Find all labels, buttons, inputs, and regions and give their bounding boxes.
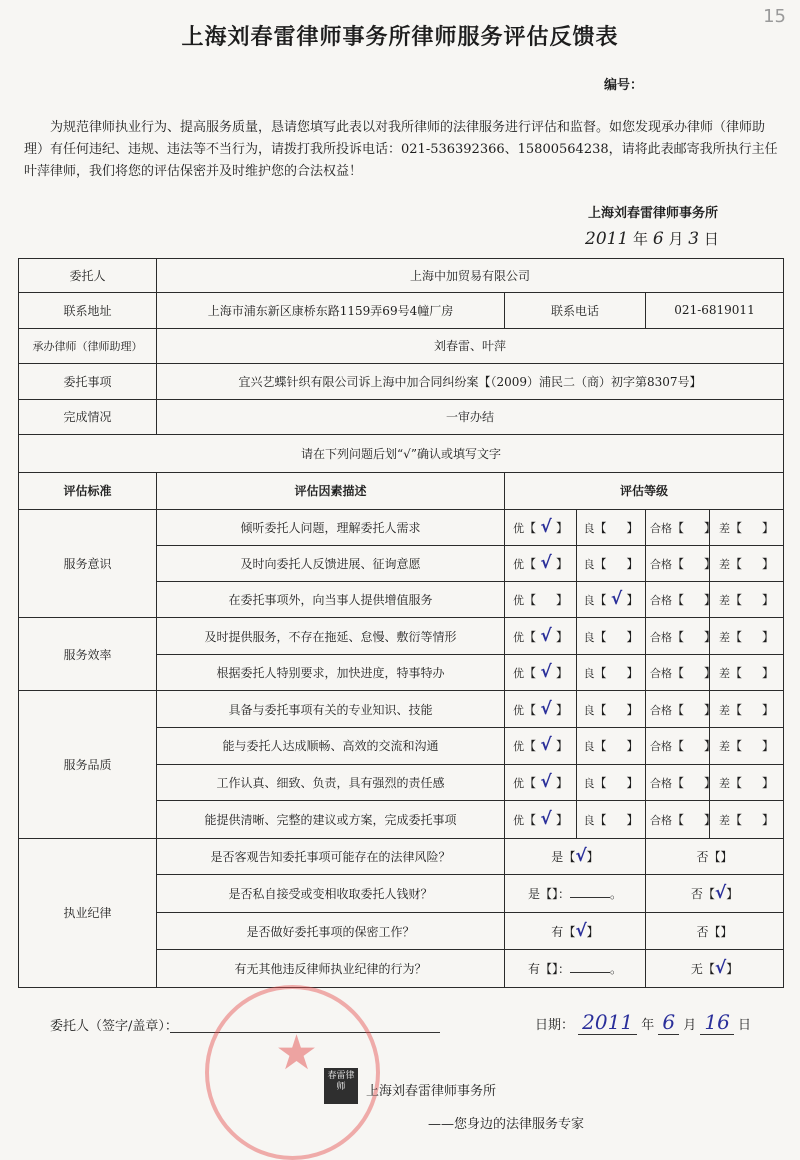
rating-pass-cell[interactable]: 合格【 】: [646, 764, 710, 801]
factor-description: 倾听委托人问题，理解委托人需求: [157, 509, 505, 546]
checkmark-icon: √: [540, 735, 552, 756]
category-label: 服务意识: [19, 509, 157, 618]
rating-label: 合格: [650, 594, 672, 608]
rating-label: 差: [718, 703, 730, 717]
rating-label: 合格: [650, 776, 672, 790]
factor-description: 在委托事项外，向当事人提供增值服务: [157, 581, 505, 618]
bottom-date: [535, 1010, 751, 1035]
checkmark-icon: √: [540, 698, 552, 719]
answer-label: 是: [551, 849, 564, 864]
header-level: 评估等级: [505, 473, 784, 510]
top-date-year-unit: 年: [633, 230, 649, 248]
footer-slogan: ——您身边的法律服务专家: [428, 1117, 585, 1132]
table-row: [19, 838, 784, 875]
address-label: 联系地址: [19, 292, 157, 329]
checkmark-icon: √: [610, 589, 623, 610]
answer-label: 无: [690, 962, 703, 977]
rating-good-cell[interactable]: 良【 】: [577, 654, 646, 691]
row-instruction: [19, 434, 784, 473]
table-row: [19, 509, 784, 546]
rating-pass-cell[interactable]: 合格【 】: [646, 654, 710, 691]
footer-firm-name: 上海刘春雷律师事务所: [366, 1084, 497, 1099]
fill-in-blank[interactable]: [570, 963, 610, 973]
rating-label: 优: [512, 776, 524, 790]
checkmark-icon: √: [540, 808, 552, 829]
table-row: [19, 691, 784, 728]
row-lawyer: [19, 329, 784, 364]
status-value: 一审办结: [157, 400, 784, 435]
top-date: [585, 228, 719, 249]
rating-pass-cell[interactable]: 合格【 】: [646, 691, 710, 728]
rating-excellent-cell[interactable]: 优【 √ 】: [505, 546, 577, 582]
answer-no-cell[interactable]: 否【√】: [646, 875, 784, 913]
answer-yes-cell[interactable]: 是【】： 。: [505, 875, 646, 913]
header-factor: 评估因素描述: [157, 473, 505, 510]
rating-pass-cell[interactable]: 合格【 】: [646, 801, 710, 839]
rating-excellent-cell[interactable]: 优【 √ 】: [505, 764, 577, 801]
rating-good-cell[interactable]: 良【 】: [577, 764, 646, 801]
firm-logo: 春雷律师: [324, 1068, 358, 1104]
rating-label: 合格: [650, 740, 672, 754]
category-label: 服务效率: [19, 618, 157, 691]
bottom-date-day: 16: [700, 1010, 733, 1035]
answer-no-cell[interactable]: 否【】: [646, 838, 784, 875]
rating-pass-cell[interactable]: 合格【 】: [646, 546, 710, 582]
category-label: 执业纪律: [19, 838, 157, 987]
factor-description: 工作认真、细致、负责，具有强烈的责任感: [157, 764, 505, 801]
rating-label: 差: [718, 558, 730, 572]
top-date-year: 2011: [585, 229, 629, 249]
rating-excellent-cell[interactable]: 优【 √ 】: [505, 509, 577, 546]
rating-good-cell[interactable]: 良【 】: [577, 728, 646, 765]
rating-label: 合格: [650, 813, 672, 827]
checkmark-icon: √: [714, 958, 727, 979]
factor-description: 根据委托人特别要求，加快进度，特事特办: [157, 654, 505, 691]
rating-poor-cell[interactable]: 差【 】: [710, 509, 784, 546]
rating-label: 良: [583, 558, 595, 572]
rating-label: 良: [583, 813, 595, 827]
rating-label: 差: [718, 522, 730, 536]
matter-label: 委托事项: [19, 363, 157, 400]
rating-label: 优: [512, 667, 524, 681]
rating-excellent-cell[interactable]: 优【 √ 】: [505, 801, 577, 839]
answer-label: 否: [696, 924, 709, 939]
bottom-date-day-unit: 日: [737, 1018, 751, 1033]
row-status: [19, 400, 784, 435]
rating-poor-cell[interactable]: 差【 】: [710, 654, 784, 691]
lawyer-value: 刘春雷、叶萍: [157, 329, 784, 364]
table-row: [19, 618, 784, 655]
rating-excellent-cell[interactable]: 优【 √ 】: [505, 728, 577, 765]
row-headers: [19, 473, 784, 510]
rating-excellent-cell[interactable]: 优【 √ 】: [505, 654, 577, 691]
rating-label: 差: [718, 740, 730, 754]
top-date-month-unit: 月: [668, 230, 684, 248]
rating-good-cell[interactable]: 良【 】: [577, 509, 646, 546]
rating-excellent-cell[interactable]: 优【 √ 】: [505, 691, 577, 728]
checkmark-icon: √: [540, 771, 552, 792]
rating-good-cell[interactable]: 良【 】: [577, 546, 646, 582]
firm-signature: 上海刘春雷律师事务所: [588, 206, 719, 221]
page-number: 15: [763, 6, 786, 27]
rating-poor-cell[interactable]: 差【 】: [710, 728, 784, 765]
factor-description: 能与委托人达成顺畅、高效的交流和沟通: [157, 728, 505, 765]
category-label: 服务品质: [19, 691, 157, 838]
answer-yes-cell[interactable]: 是【√】: [505, 838, 646, 875]
rating-label: 良: [583, 594, 595, 608]
factor-description: 有无其他违反律师执业纪律的行为？: [157, 950, 505, 988]
bottom-date-month-unit: 月: [683, 1018, 697, 1033]
answer-label: 有: [527, 962, 540, 977]
phone-label: 联系电话: [505, 292, 646, 329]
checkmark-icon: √: [575, 845, 587, 866]
rating-label: 良: [583, 703, 595, 717]
rating-pass-cell[interactable]: 合格【 】: [646, 618, 710, 655]
rating-label: 合格: [650, 522, 672, 536]
instruction-text: 请在下列问题后划“√”确认或填写文字: [19, 434, 784, 473]
rating-good-cell[interactable]: 良【 √ 】: [577, 581, 646, 618]
answer-label: 否: [690, 887, 703, 901]
answer-no-cell[interactable]: 无【√】: [646, 950, 784, 988]
checkmark-icon: √: [540, 625, 552, 646]
bottom-date-year: 2011: [578, 1010, 637, 1035]
rating-label: 差: [718, 813, 730, 827]
row-address: [19, 292, 784, 329]
top-date-day-unit: 日: [703, 230, 719, 248]
factor-description: 及时提供服务，不存在拖延、怠慢、敷衍等情形: [157, 618, 505, 655]
rating-label: 优: [512, 813, 524, 827]
address-value: 上海市浦东新区康桥东路1159弄69号4幢厂房: [157, 292, 505, 329]
rating-label: 优: [512, 558, 524, 572]
rating-pass-cell[interactable]: 合格【 】: [646, 509, 710, 546]
rating-poor-cell[interactable]: 差【 】: [710, 691, 784, 728]
rating-label: 合格: [650, 558, 672, 572]
rating-excellent-cell[interactable]: 优【 √ 】: [505, 618, 577, 655]
answer-yes-cell[interactable]: 有【√】: [505, 912, 646, 950]
rating-label: 优: [512, 594, 524, 608]
bottom-date-label: 日期：: [535, 1018, 575, 1033]
rating-excellent-cell[interactable]: 优【 】: [505, 581, 577, 618]
rating-label: 合格: [650, 703, 672, 717]
rating-label: 优: [512, 703, 524, 717]
checkmark-icon: √: [540, 517, 552, 538]
factor-description: 是否私自接受或变相收取委托人钱财？: [157, 875, 505, 913]
row-client: [19, 259, 784, 293]
rating-label: 优: [512, 630, 524, 644]
rating-good-cell[interactable]: 良【 】: [577, 801, 646, 839]
checkmark-icon: √: [540, 662, 552, 683]
lawyer-label: 承办律师（律师助理）: [19, 329, 157, 364]
client-value: 上海中加贸易有限公司: [157, 259, 784, 293]
rating-label: 差: [718, 776, 730, 790]
client-signature-label: 委托人（签字/盖章）：: [50, 1019, 178, 1034]
answer-label: 是: [527, 887, 540, 901]
rating-poor-cell[interactable]: 差【 】: [710, 801, 784, 839]
top-date-day: 3: [688, 229, 700, 249]
rating-label: 合格: [650, 667, 672, 681]
rating-label: 差: [718, 667, 730, 681]
checkmark-icon: √: [714, 883, 727, 903]
top-date-month: 6: [652, 229, 664, 249]
rating-good-cell[interactable]: 良【 】: [577, 618, 646, 655]
rating-pass-cell[interactable]: 合格【 】: [646, 581, 710, 618]
rating-poor-cell[interactable]: 差【 】: [710, 581, 784, 618]
client-label: 委托人: [19, 259, 157, 293]
rating-label: 良: [583, 667, 595, 681]
rating-pass-cell[interactable]: 合格【 】: [646, 728, 710, 765]
factor-description: 能提供清晰、完整的建议或方案，完成委托事项: [157, 801, 505, 839]
rating-label: 良: [583, 630, 595, 644]
factor-description: 及时向委托人反馈进展、征询意愿: [157, 546, 505, 582]
rating-label: 差: [718, 594, 730, 608]
rating-poor-cell[interactable]: 差【 】: [710, 546, 784, 582]
rating-good-cell[interactable]: 良【 】: [577, 691, 646, 728]
matter-value: 宜兴艺蝶针织有限公司诉上海中加合同纠纷案【（2009）浦民二（商）初字第8307号】: [157, 363, 784, 400]
bottom-date-month: 6: [658, 1010, 679, 1035]
rating-label: 优: [512, 522, 524, 536]
rating-label: 良: [583, 776, 595, 790]
rating-label: 优: [512, 740, 524, 754]
factor-description: 是否做好委托事项的保密工作？: [157, 912, 505, 950]
phone-value: 021-6819011: [646, 292, 784, 329]
answer-label: 否: [696, 849, 709, 864]
answer-label: 有: [551, 924, 564, 939]
checkmark-icon: √: [540, 553, 552, 574]
evaluation-form-table: [18, 258, 784, 988]
page-title: 上海刘春雷律师事务所律师服务评估反馈表: [181, 24, 619, 50]
rating-label: 良: [583, 522, 595, 536]
factor-description: 是否客观告知委托事项可能存在的法律风险？: [157, 838, 505, 875]
rating-poor-cell[interactable]: 差【 】: [710, 764, 784, 801]
row-matter: [19, 363, 784, 400]
answer-yes-cell[interactable]: 有【】： 。: [505, 950, 646, 988]
factor-description: 具备与委托事项有关的专业知识、技能: [157, 691, 505, 728]
rating-label: 差: [718, 630, 730, 644]
rating-poor-cell[interactable]: 差【 】: [710, 618, 784, 655]
checkmark-icon: √: [575, 920, 587, 941]
answer-no-cell[interactable]: 否【】: [646, 912, 784, 950]
fill-in-blank[interactable]: [570, 888, 610, 898]
status-label: 完成情况: [19, 400, 157, 435]
serial-number-label: 编号：: [604, 78, 644, 93]
bottom-date-year-unit: 年: [641, 1018, 655, 1033]
seal-star-icon: ★: [275, 1025, 319, 1081]
header-standard: 评估标准: [19, 473, 157, 510]
rating-label: 良: [583, 740, 595, 754]
intro-paragraph: 为规范律师执业行为、提高服务质量，恳请您填写此表以对我所律师的法律服务进行评估和监督。如您发现承办律师（律师助理）有任何违纪、违规、违法等不当行为，请拨打我所投诉电话：021-536392366、15800564238，请将此表邮寄我所执行主任叶萍律师，我们将您的评估保密并及时维护您的合法权益！: [24, 120, 778, 179]
rating-label: 合格: [650, 630, 672, 644]
